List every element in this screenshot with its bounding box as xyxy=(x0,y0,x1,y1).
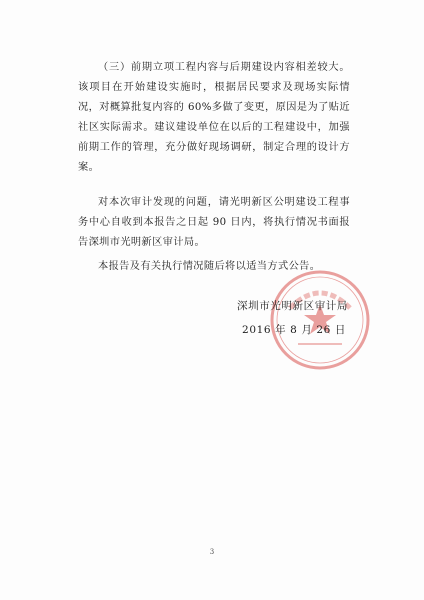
paragraph-rectification-request: 对本次审计发现的问题，请光明新区公明建设工程事务中心自收到本报告之日起 90 日内，将执行情况书面报告深圳市光明新区审计局。 xyxy=(78,197,350,248)
official-seal-icon xyxy=(268,268,372,372)
paragraph-announcement: 本报告及有关执行情况随后将以适当方式公告。 xyxy=(98,261,321,272)
signer-date: 2016 年 8 月 26 日 xyxy=(242,324,346,336)
paragraph-findings-item-3: （三）前期立项工程内容与后期建设内容相差较大。该项目在开始建设实施时，根据居民要求及现场实际情况，对概算批复内容的 60%多做了变更，原因是为了贴近社区实际需求。建议建设单位在以后的工程建设中，加强前期工作的管理，充分做好现场调研，制定合理的设计方案。 xyxy=(78,62,350,173)
page-number: 3 xyxy=(209,548,215,556)
signer-organization: 深圳市光明新区审计局 xyxy=(237,300,348,312)
